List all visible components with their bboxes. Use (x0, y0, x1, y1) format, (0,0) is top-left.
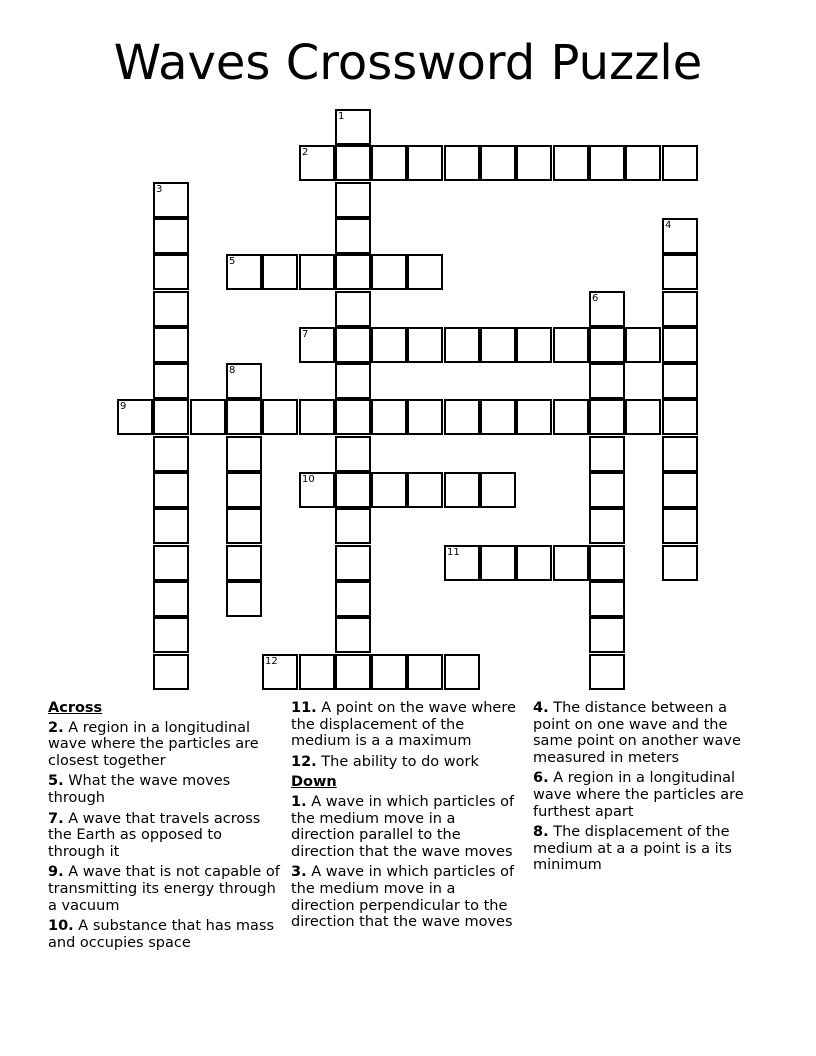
grid-cell-9[interactable] (117, 399, 153, 435)
grid-cell[interactable] (516, 545, 552, 581)
clue-number: 11. (291, 700, 317, 716)
grid-cell[interactable] (553, 399, 589, 435)
grid-cell[interactable] (335, 291, 371, 327)
clue-number: 6. (533, 770, 549, 787)
grid-cell[interactable] (335, 472, 371, 508)
grid-cell[interactable] (480, 399, 516, 435)
grid-cell[interactable] (299, 399, 335, 435)
grid-cell[interactable] (299, 254, 335, 290)
grid-cell[interactable] (444, 472, 480, 508)
grid-cell[interactable] (153, 654, 189, 690)
clue-across-12 (291, 754, 523, 771)
grid-cell[interactable] (589, 508, 625, 544)
grid-cell[interactable] (371, 654, 407, 690)
grid-cell[interactable] (589, 145, 625, 181)
grid-cell-10[interactable] (299, 472, 335, 508)
grid-cell[interactable] (662, 436, 698, 472)
grid-cell[interactable] (662, 327, 698, 363)
grid-cell[interactable] (153, 218, 189, 254)
grid-cell[interactable] (625, 327, 661, 363)
grid-cell[interactable] (516, 399, 552, 435)
grid-cell[interactable] (371, 254, 407, 290)
grid-cell[interactable] (516, 327, 552, 363)
grid-cell[interactable] (335, 145, 371, 181)
grid-cell[interactable] (480, 545, 516, 581)
grid-cell-1[interactable] (335, 109, 371, 145)
grid-cell-6[interactable] (589, 291, 625, 327)
grid-cell[interactable] (589, 617, 625, 653)
grid-cell[interactable] (371, 327, 407, 363)
grid-cell[interactable] (589, 399, 625, 435)
clue-text: The displacement of the medium at a a point is a its minimum (533, 824, 732, 874)
clue-down-6 (533, 770, 765, 820)
grid-cell[interactable] (226, 581, 262, 617)
grid-cell[interactable] (371, 472, 407, 508)
grid-cell[interactable] (553, 327, 589, 363)
clue-text: The distance between a point on one wave and the same point on another wave measured in meters (533, 700, 741, 766)
clue-number: 8. (533, 824, 549, 841)
clue-text: A point on the wave where the displacement of the medium is a a maximum (291, 700, 516, 750)
grid-cell[interactable] (371, 399, 407, 435)
puzzle-title: Waves Crossword Puzzle (113, 35, 703, 91)
across-header: Across (48, 700, 103, 716)
grid-cell[interactable] (662, 399, 698, 435)
grid-cell[interactable] (662, 291, 698, 327)
clue-number-label: 8 (229, 365, 236, 376)
clue-number: 2. (48, 719, 64, 736)
clue-number: 9. (48, 864, 64, 881)
grid-cell[interactable] (444, 399, 480, 435)
grid-cell[interactable] (335, 545, 371, 581)
grid-cell[interactable] (153, 581, 189, 617)
grid-cell[interactable] (335, 327, 371, 363)
grid-cell[interactable] (190, 399, 226, 435)
clue-text: A region in a longitudinal wave where the particles are furthest apart (533, 770, 744, 820)
grid-cell[interactable] (335, 218, 371, 254)
grid-cell[interactable] (589, 472, 625, 508)
grid-cell[interactable] (153, 363, 189, 399)
grid-cell[interactable] (262, 399, 298, 435)
grid-cell-5[interactable] (226, 254, 262, 290)
clue-number-label: 11 (447, 547, 460, 558)
grid-cell[interactable] (444, 654, 480, 690)
grid-cell[interactable] (662, 508, 698, 544)
clue-text: A wave in which particles of the medium move in a direction perpendicular to the direction that the wave moves (291, 864, 515, 931)
grid-cell[interactable] (662, 545, 698, 581)
clue-text: A wave that travels across the Earth as opposed to through it (48, 810, 261, 860)
clue-down-1 (291, 794, 523, 860)
grid-cell[interactable] (589, 436, 625, 472)
clue-across-11 (291, 700, 523, 750)
clue-across-7 (48, 811, 280, 861)
clue-down-4 (533, 700, 765, 766)
grid-cell[interactable] (299, 654, 335, 690)
clue-number-label: 5 (229, 256, 236, 267)
clue-number: 5. (48, 773, 64, 790)
grid-cell[interactable] (335, 654, 371, 690)
grid-cell[interactable] (335, 363, 371, 399)
grid-cell-12[interactable] (262, 654, 298, 690)
clue-down-3 (291, 864, 523, 930)
grid-cell[interactable] (226, 545, 262, 581)
clue-number-label: 7 (302, 329, 309, 340)
grid-cell[interactable] (662, 472, 698, 508)
clue-number-label: 3 (156, 184, 163, 195)
grid-cell-2[interactable] (299, 145, 335, 181)
grid-cell[interactable] (662, 145, 698, 181)
grid-cell-7[interactable] (299, 327, 335, 363)
grid-cell[interactable] (335, 182, 371, 218)
grid-cell[interactable] (662, 254, 698, 290)
clue-text: What the wave moves through (48, 773, 231, 806)
grid-cell[interactable] (444, 327, 480, 363)
grid-cell[interactable] (153, 617, 189, 653)
grid-cell[interactable] (444, 145, 480, 181)
grid-cell[interactable] (625, 399, 661, 435)
grid-cell[interactable] (153, 508, 189, 544)
grid-cell-8[interactable] (226, 363, 262, 399)
clue-number-label: 6 (592, 293, 599, 304)
grid-cell[interactable] (153, 472, 189, 508)
grid-cell[interactable] (516, 145, 552, 181)
grid-cell[interactable] (153, 399, 189, 435)
clue-number: 4. (533, 700, 549, 716)
grid-cell[interactable] (407, 654, 443, 690)
grid-cell[interactable] (371, 145, 407, 181)
grid-cell[interactable] (407, 327, 443, 363)
clue-number-label: 1 (338, 111, 345, 122)
grid-cell[interactable] (589, 581, 625, 617)
grid-cell[interactable] (553, 145, 589, 181)
clue-across-10 (48, 918, 280, 951)
grid-cell[interactable] (589, 363, 625, 399)
clue-text: A wave that is not capable of transmitting its energy through a vacuum (48, 864, 280, 914)
clues-column-3 (533, 700, 765, 878)
grid-cell[interactable] (153, 327, 189, 363)
grid-cell[interactable] (589, 545, 625, 581)
grid-cell[interactable] (589, 327, 625, 363)
grid-cell-4[interactable] (662, 218, 698, 254)
clue-text: The ability to do work (321, 753, 479, 770)
grid-cell[interactable] (480, 145, 516, 181)
down-header: Down (291, 774, 337, 791)
clue-text: A region in a longitudinal wave where the particles are closest together (48, 719, 259, 769)
grid-cell[interactable] (335, 508, 371, 544)
clue-across-9 (48, 864, 280, 914)
grid-cell[interactable] (335, 436, 371, 472)
grid-cell[interactable] (262, 254, 298, 290)
grid-cell[interactable] (226, 436, 262, 472)
clue-number-label: 12 (265, 656, 278, 667)
grid-cell[interactable] (589, 654, 625, 690)
grid-cell[interactable] (226, 508, 262, 544)
grid-cell[interactable] (662, 363, 698, 399)
grid-cell[interactable] (335, 399, 371, 435)
clue-down-8 (533, 824, 765, 874)
grid-cell-3[interactable] (153, 182, 189, 218)
grid-cell[interactable] (335, 254, 371, 290)
grid-cell[interactable] (407, 145, 443, 181)
grid-cell[interactable] (153, 436, 189, 472)
clue-number-label: 2 (302, 147, 309, 158)
clue-across-2 (48, 720, 280, 770)
grid-cell[interactable] (335, 617, 371, 653)
grid-cell[interactable] (153, 291, 189, 327)
clue-number: 10. (48, 918, 74, 935)
clues-column-1 (48, 700, 280, 955)
grid-cell[interactable] (480, 472, 516, 508)
clue-text: A substance that has mass and occupies space (48, 918, 275, 951)
grid-cell[interactable] (480, 327, 516, 363)
grid-cell-11[interactable] (444, 545, 480, 581)
clue-across-5 (48, 773, 280, 806)
clue-number: 1. (291, 793, 307, 810)
clues-column-2 (291, 700, 523, 935)
clue-number: 12. (291, 753, 317, 770)
clue-number: 3. (291, 864, 307, 881)
grid-cell[interactable] (625, 145, 661, 181)
clue-number: 7. (48, 810, 64, 827)
clue-number-label: 4 (665, 220, 672, 231)
grid-cell[interactable] (335, 581, 371, 617)
grid-cell[interactable] (407, 472, 443, 508)
grid-cell[interactable] (407, 254, 443, 290)
clue-number-label: 9 (120, 401, 127, 412)
grid-cell[interactable] (226, 472, 262, 508)
grid-cell[interactable] (553, 545, 589, 581)
clue-number-label: 10 (302, 474, 315, 485)
grid-cell[interactable] (153, 254, 189, 290)
grid-cell[interactable] (407, 399, 443, 435)
grid-cell[interactable] (226, 399, 262, 435)
clue-text: A wave in which particles of the medium move in a direction parallel to the direction that the wave moves (291, 793, 515, 860)
grid-cell[interactable] (153, 545, 189, 581)
